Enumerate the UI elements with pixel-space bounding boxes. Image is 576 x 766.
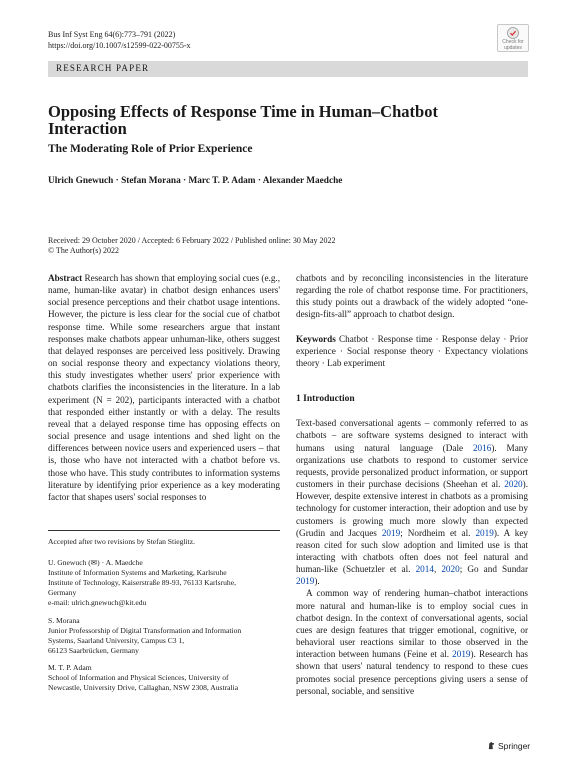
text-run: ). — [314, 576, 320, 587]
affiliation-line: School of Information and Physical Sciences, University of — [48, 673, 229, 682]
keywords-label: Keywords — [296, 333, 336, 344]
affiliation-names: S. Morana — [48, 616, 80, 625]
text-run: ). A key reason cited for such slow adoption and limited use is that interacting with chatbots often does not feel natural and human-like (Schuetzler et al. — [296, 527, 528, 575]
citation-link[interactable]: 2019 — [452, 649, 471, 660]
citation-link[interactable]: 2014 — [415, 564, 434, 575]
citation-link[interactable]: 2016 — [472, 442, 492, 453]
intro-paragraph-2 — [296, 587, 528, 696]
text-run: ). However, despite extensive interest in chatbots as a promising technology for customer interaction, their adoption and use by customers is growing much more slowly than expected (Grudin and Jacques — [296, 479, 528, 538]
text-run: ). Many organizations use chatbots to respond to customer service requests, provide personalized product information, or support customers in their purchase decisions (Sheehan et al. — [296, 442, 528, 490]
abstract-continuation: chatbots and by reconciling inconsistencies in the literature regarding the role of chatbot response time. For practitioners, this study points out a drawback of the widely adopted “one-design-fits-all” approach to chatbot design. — [296, 273, 528, 320]
text-run: Text-based conversational agents – commonly referred to as chatbots – are software systems designed to interact with humans using natural language (Dale — [296, 418, 528, 453]
citation-link[interactable]: 2020 — [504, 479, 523, 490]
citation-link[interactable]: 2019 — [381, 527, 401, 538]
abstract-text-1: Research has shown that employing social cues (e.g., name, human-like avatar) in chatbot design enhances users' social presence perceptions and their chatbot usage intentions. However, the picture is less clear for the social cue of chatbot response time. While some researchers argue that instant responses make chatbots appear unhuman-like, others suggest that delayed responses are perceived less positively. Drawing on social response theory and expectancy violations theory, this study investigates whether users' prior experience with chatbots clarifies the inconsistencies in the literature. In a lab experiment (N = 202), participants interacted with a chatbot that responded either instantly or with a delay. The results reveal that a delayed response time has opposing effects on social presence and usage intentions and shed light on the differences between novice users and experienced users – that is, those who have not interacted with a chatbot before vs. those who have. This study contributes to information systems literature by identifying prior experience as a key moderating factor that shapes users' social responses to — [48, 273, 281, 502]
abstract-label: Abstract — [48, 273, 83, 283]
affiliation-line: Systems, Saarland University, Campus C3 1, — [48, 636, 185, 645]
citation-link[interactable]: 2019 — [475, 527, 494, 538]
affiliation-names: M. T. P. Adam — [48, 663, 92, 672]
intro-paragraph-1 — [296, 417, 528, 587]
article-type: RESEARCH PAPER — [56, 63, 150, 73]
article-history — [48, 236, 336, 256]
journal-citation: Bus Inf Syst Eng 64(6):773–791 (2022) — [48, 30, 176, 39]
citation-link[interactable]: 2019 — [296, 576, 315, 587]
affiliation-line: Junior Professorship of Digital Transformation and Information — [48, 626, 242, 635]
text-run: A common way of rendering human–chatbot interactions more natural and human-like is to employ social cues in chatbot design. In the context of conversational agents, social cues are design features that trigger emotional, cognitive, or behavioral user reactions similar to those observed in the interaction between humans (Feine et al. — [296, 588, 528, 660]
section-heading-introduction: 1 Introduction — [296, 394, 355, 405]
keywords-paragraph — [296, 333, 528, 369]
crossmark-label-1: Check for — [502, 39, 524, 45]
affiliation-email[interactable]: e-mail: ulrich.gnewuch@kit.edu — [48, 598, 147, 607]
affiliation-block — [48, 558, 280, 608]
springer-horse-icon — [487, 741, 496, 750]
article-subtitle: The Moderating Role of Prior Experience — [48, 143, 253, 155]
journal-header — [48, 29, 191, 51]
affiliation-line: Institute of Information Systems and Marketing, Karlsruhe — [48, 568, 227, 577]
article-type-bar — [48, 61, 528, 77]
author-list: Ulrich Gnewuch · Stefan Morana · Marc T. P. Adam · Alexander Maedche — [48, 176, 343, 186]
copyright-line: © The Author(s) 2022 — [48, 246, 120, 255]
article-title: Opposing Effects of Response Time in Human–Chatbot Interaction — [48, 102, 438, 138]
citation-link[interactable]: 2020 — [441, 564, 460, 575]
affiliation-names: U. Gnewuch (✉) · A. Maedche — [48, 558, 143, 567]
affiliation-line: Germany — [48, 588, 77, 597]
footnote-divider — [48, 530, 280, 531]
keywords-text: Chatbot · Response time · Response delay · Prior experience · Social response theory · Expectancy violations theory · Lab experiment — [296, 333, 529, 368]
affiliation-block — [48, 616, 280, 656]
abstract-paragraph — [48, 272, 280, 503]
text-run: , — [433, 564, 442, 575]
doi-link[interactable]: https://doi.org/10.1007/s12599-022-00755-x — [48, 41, 191, 50]
text-run: ; Nordheim et al. — [400, 527, 476, 538]
text-run: ). Research has shown that users' natural tendency to respond to these cues promotes social presence perceptions giving users a sense of personal, sociable, and sensitive — [296, 649, 528, 696]
left-column — [48, 272, 280, 503]
publisher-name: Springer — [498, 741, 531, 751]
affiliation-line: 66123 Saarbrücken, Germany — [48, 646, 139, 655]
crossmark-label-2: updates — [504, 45, 522, 51]
right-column — [296, 272, 528, 697]
affiliation-line: Newcastle, University Drive, Callaghan, NSW 2308, Australia — [48, 683, 239, 692]
check-for-updates-badge[interactable] — [497, 24, 529, 52]
history-dates: Received: 29 October 2020 / Accepted: 6 February 2022 / Published online: 30 May 2022 — [48, 236, 336, 245]
text-run: ; Go and Sundar — [459, 564, 529, 575]
publisher-logo — [487, 741, 530, 751]
affiliation-line: Institute of Technology, Kaiserstraße 89-93, 76133 Karlsruhe, — [48, 578, 236, 587]
crossmark-icon — [507, 27, 519, 39]
accepted-note: Accepted after two revisions by Stefan Stieglitz. — [48, 537, 195, 546]
affiliation-block — [48, 663, 280, 693]
